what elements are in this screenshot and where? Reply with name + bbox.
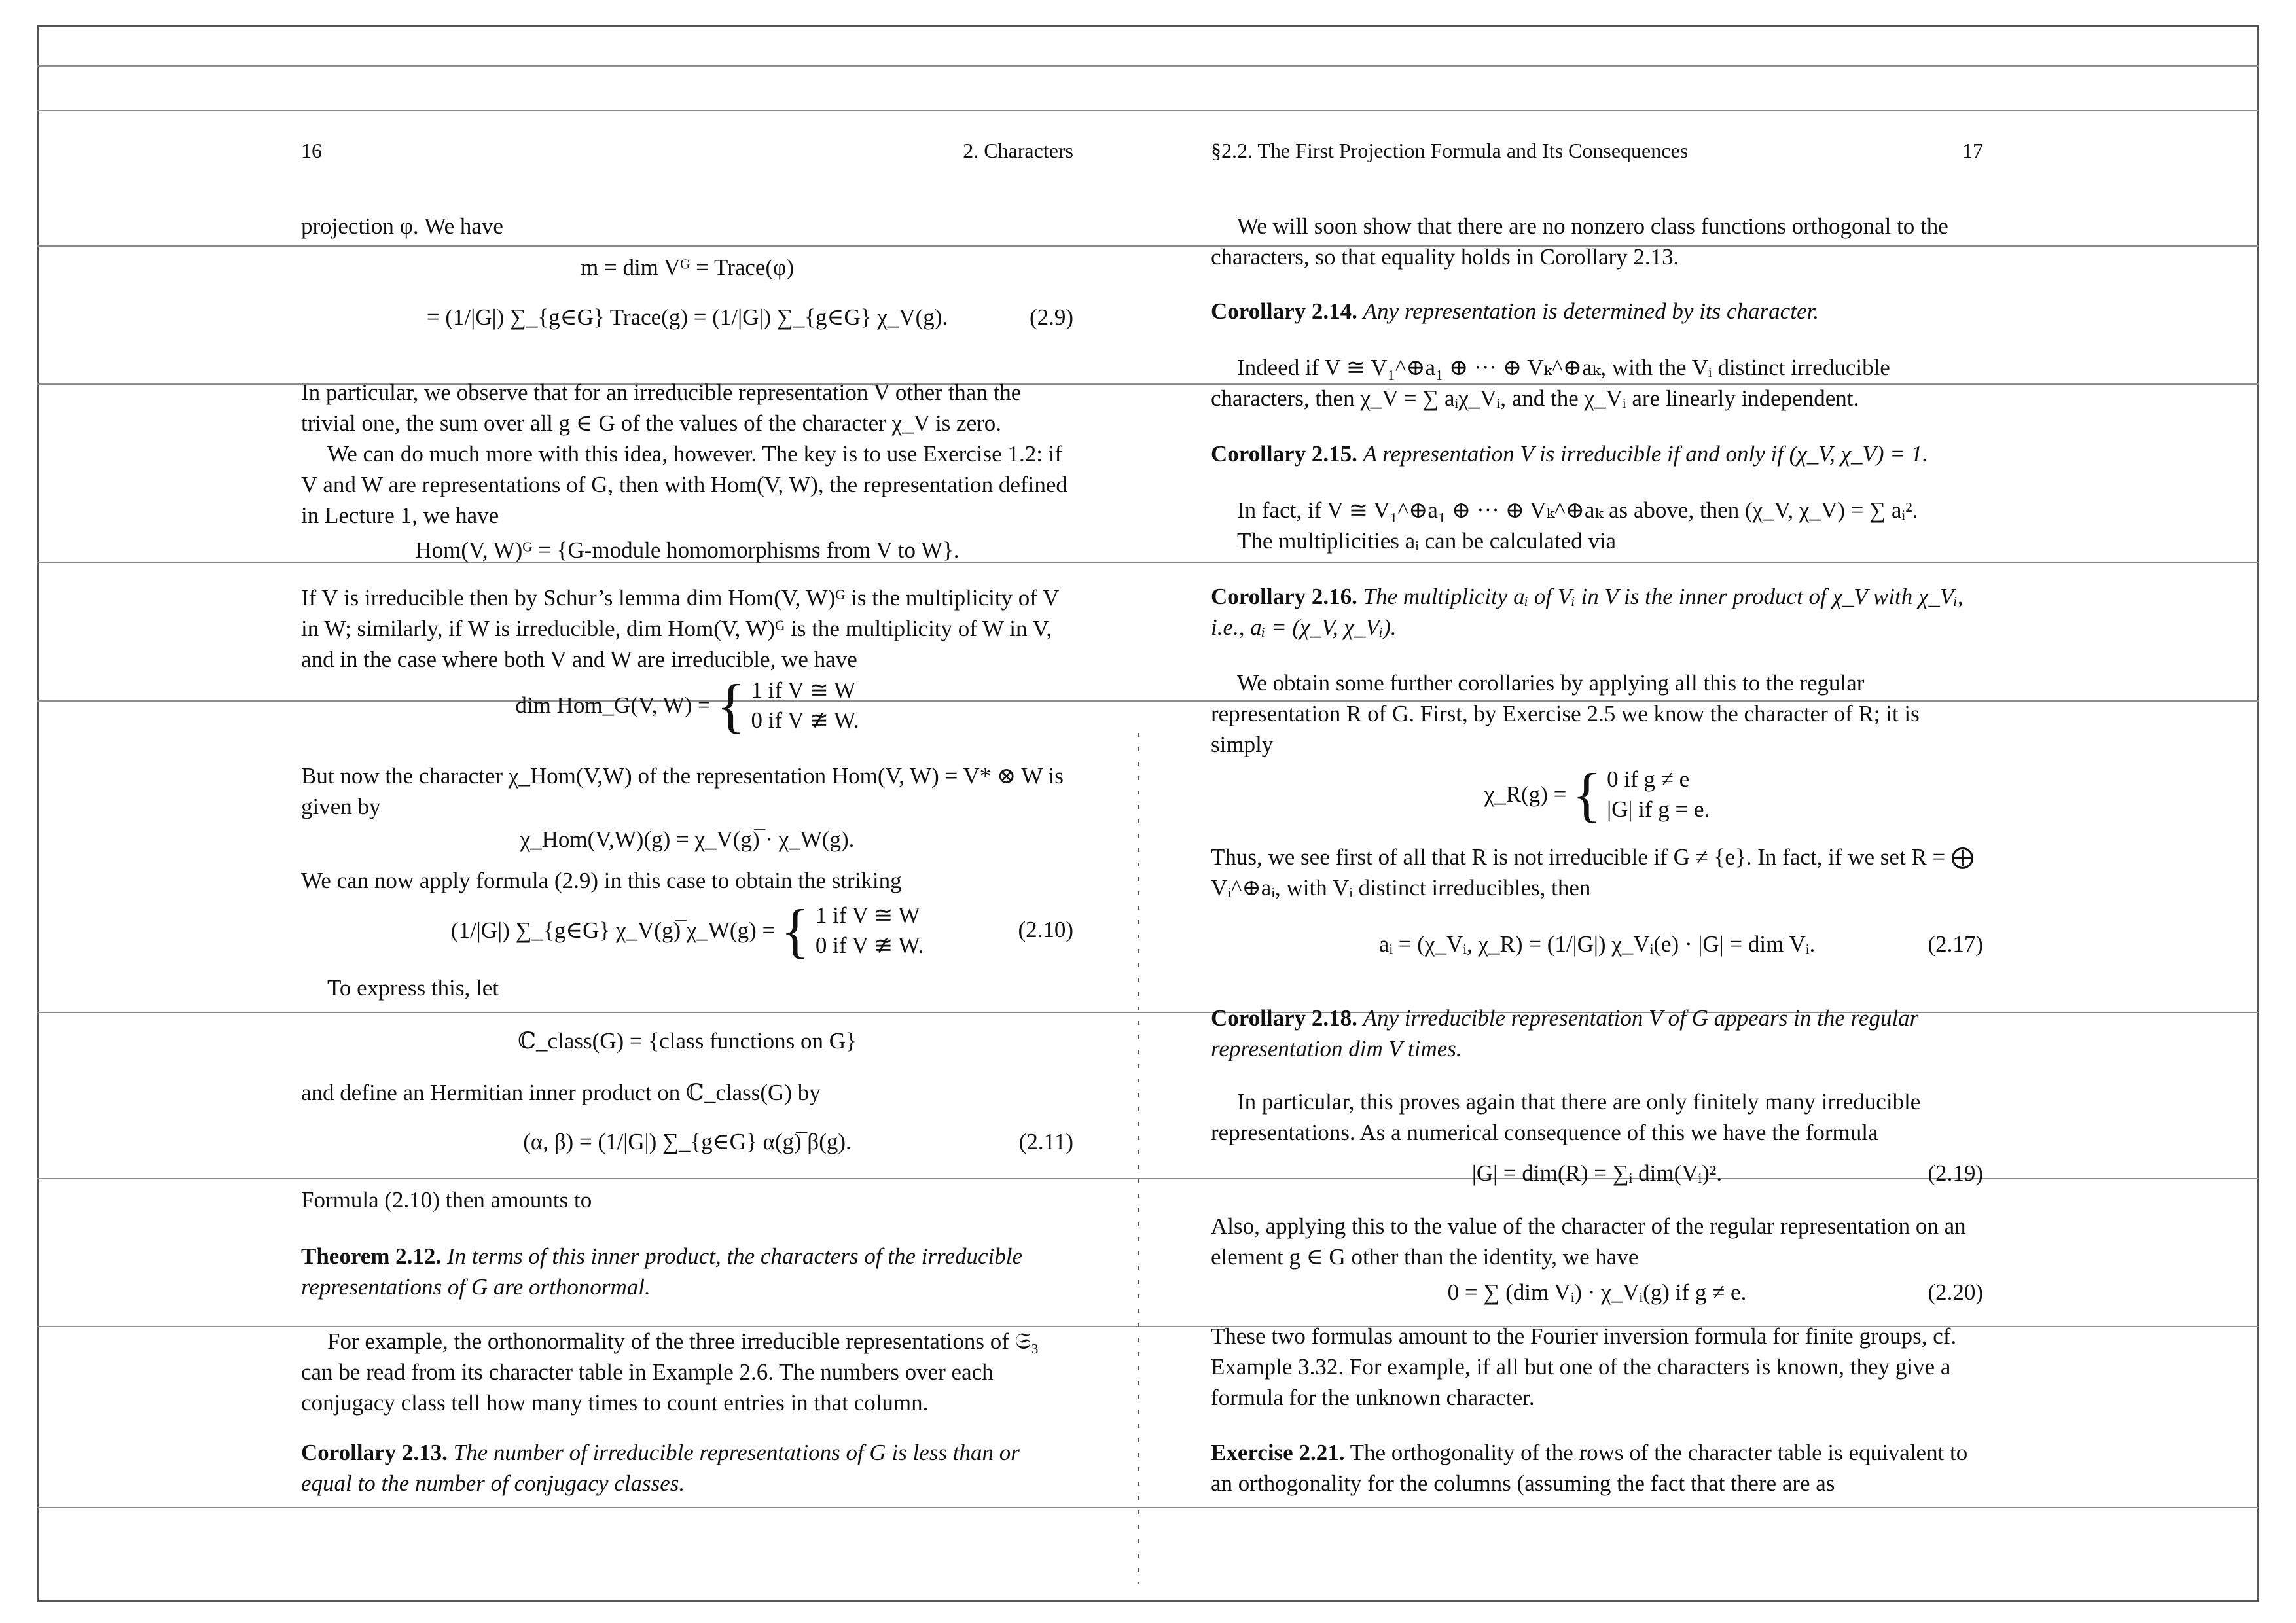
equation-body: χ_Hom(V,W)(g) = χ_V(g)̅ · χ_W(g).	[520, 827, 855, 852]
equation-lhs: χ_R(g) =	[1484, 781, 1567, 807]
exercise-label: Exercise 2.21.	[1211, 1440, 1345, 1465]
equation-case: 1 if V ≅ W	[751, 677, 856, 703]
equation-2-9	[301, 302, 1073, 332]
equation	[301, 535, 1073, 565]
theorem-2-12	[301, 1241, 1073, 1302]
equation-body: aᵢ = (χ_Vᵢ, χ_R) = (1/|G|) χ_Vᵢ(e) · |G| = dim Vᵢ.	[1378, 931, 1816, 957]
paragraph: But now the character χ_Hom(V,W) of the representation Hom(V, W) = V* ⊗ W is given by	[301, 763, 1064, 819]
equation-number: (2.19)	[1928, 1160, 1983, 1186]
equation-body: 0 = ∑ (dim Vᵢ) · χ_Vᵢ(g) if g ≠ e.	[1447, 1279, 1747, 1305]
equation-body: |G| = dim(R) = ∑ᵢ dim(Vᵢ)².	[1471, 1160, 1723, 1186]
corollary-label: Corollary 2.13.	[301, 1440, 448, 1465]
left-page	[301, 131, 1073, 1518]
equation-2-17	[1211, 929, 1983, 959]
corollary-label: Corollary 2.16.	[1211, 584, 1357, 609]
scan-line	[37, 65, 2259, 67]
corollary-text: A representation V is irreducible if and only if (χ_V, χ_V) = 1.	[1363, 441, 1928, 467]
corollary-label: Corollary 2.15.	[1211, 441, 1357, 467]
equation-2-10: (1/|G|) ∑_{g∈G} χ_V(g)̅ χ_W(g) = { 1 if V ≅ W 0 if V ≇ W. (2.10)	[450, 897, 1073, 964]
corollary-text: The multiplicity aᵢ of Vᵢ in V is the inner product of χ_V with χ_Vᵢ, i.e., aᵢ = (χ_V, χ_Vᵢ).	[1211, 584, 1964, 640]
equation-number: (2.11)	[1018, 1129, 1073, 1154]
equation	[301, 253, 1073, 283]
theorem-label: Theorem 2.12.	[301, 1243, 442, 1269]
corollary-2-14	[1211, 296, 1983, 327]
equation-dim-hom: dim Hom_G(V, W) = { 1 if V ≅ W 0 if V ≇ W.	[515, 672, 859, 739]
paragraph: We can now apply formula (2.9) in this case to obtain the striking	[301, 868, 902, 893]
paragraph: We obtain some further corollaries by applying all this to the regular representation R of G. First, by Exercise 2.5 we know the character of R; it is simply	[1211, 670, 1920, 757]
equation-body: = (1/|G|) ∑_{g∈G} Trace(g) = (1/|G|) ∑_{g∈G} χ_V(g).	[426, 304, 948, 330]
corollary-text: Any representation is determined by its character.	[1363, 298, 1819, 324]
equation-number: (2.10)	[1018, 917, 1073, 942]
exercise-text: The orthogonality of the rows of the character table is equivalent to an orthogonality for the columns (assuming the fact that there are as	[1211, 1440, 1968, 1496]
equation-2-19	[1211, 1158, 1983, 1188]
scan-line	[37, 110, 2259, 111]
corollary-text: The number of irreducible representations of G is less than or equal to the number of conjugacy classes.	[301, 1440, 1020, 1496]
equation-body: Hom(V, W)ᴳ = {G-module homomorphisms from V to W}.	[415, 537, 960, 563]
paragraph: The multiplicities aᵢ can be calculated via	[1237, 528, 1617, 554]
paragraph: Formula (2.10) then amounts to	[301, 1187, 592, 1213]
corollary-2-18	[1211, 1003, 1983, 1064]
equation-case: 0 if g ≠ e	[1607, 766, 1690, 792]
page-number: 16	[301, 139, 322, 162]
running-head: §2.2. The First Projection Formula and Its Consequences	[1211, 139, 1689, 162]
equation-case: 0 if V ≇ W.	[751, 707, 859, 733]
equation-case: |G| if g = e.	[1607, 796, 1710, 822]
equation-number: (2.9)	[1029, 304, 1073, 330]
paragraph: and define an Hermitian inner product on ℂ_class(G) by	[301, 1080, 821, 1105]
equation-2-11	[301, 1127, 1073, 1157]
corollary-label: Corollary 2.14.	[1211, 298, 1357, 324]
paragraph: We can do much more with this idea, however. The key is to use Exercise 1.2: if V and W are representations of G, then with Hom(V, W), the representation defined in Lecture 1, we have	[301, 441, 1067, 528]
right-page	[1211, 131, 1983, 1518]
equation-case: 0 if V ≇ W.	[815, 933, 924, 958]
paragraph: Also, applying this to the value of the character of the regular representation on an element g ∈ G other than the identity, we have	[1211, 1213, 1966, 1270]
equation-lhs: (1/|G|) ∑_{g∈G} χ_V(g)̅ χ_W(g) =	[450, 918, 776, 943]
equation-body: (α, β) = (1/|G|) ∑_{g∈G} α(g)̅ β(g).	[523, 1129, 852, 1154]
page-number: 17	[1962, 139, 1983, 162]
paragraph: Indeed if V ≅ V₁^⊕a₁ ⊕ ··· ⊕ Vₖ^⊕aₖ, with the Vᵢ distinct irreducible characters, then χ_V = ∑ aᵢχ_Vᵢ, and the χ_Vᵢ are linearly independent.	[1211, 355, 1890, 411]
corollary-text: Any irreducible representation V of G appears in the regular representation dim V times.	[1211, 1005, 1919, 1061]
corollary-2-13	[301, 1437, 1073, 1499]
paragraph: These two formulas amount to the Fourier inversion formula for finite groups, cf. Example 3.32. For example, if all but one of the characters is known, they give a formula for the unknown character.	[1211, 1323, 1957, 1410]
theorem-text: In terms of this inner product, the characters of the irreducible representations of G are orthonormal.	[301, 1243, 1023, 1300]
exercise-2-21	[1211, 1437, 1983, 1499]
paragraph: Thus, we see first of all that R is not irreducible if G ≠ {e}. In fact, if we set R = ⨁ Vᵢ^⊕aᵢ, with Vᵢ distinct irreducibles, then	[1211, 844, 1975, 901]
equation	[301, 825, 1073, 855]
paragraph: projection φ. We have	[301, 213, 503, 239]
corollary-2-15	[1211, 438, 1983, 469]
corollary-label: Corollary 2.18.	[1211, 1005, 1357, 1031]
equation-body: m = dim Vᴳ = Trace(φ)	[581, 255, 794, 280]
corollary-2-16	[1211, 581, 1983, 643]
equation-chi-r: χ_R(g) = { 0 if g ≠ e |G| if g = e.	[1484, 761, 1710, 828]
equation-case: 1 if V ≅ W	[815, 902, 920, 928]
paragraph: In particular, this proves again that there are only finitely many irreducible representations. As a numerical consequence of this we have the formula	[1211, 1089, 1921, 1145]
book-spine	[1138, 733, 1139, 1584]
paragraph: To express this, let	[327, 975, 499, 1001]
running-head: 2. Characters	[963, 139, 1073, 162]
equation	[301, 1026, 1073, 1056]
paragraph: If V is irreducible then by Schur’s lemma dim Hom(V, W)ᴳ is the multiplicity of V in W; similarly, if W is irreducible, dim Hom(V, W)ᴳ is the multiplicity of W in V, and in the case where both V and W are irreducible, we have	[301, 585, 1059, 672]
paragraph: In fact, if V ≅ V₁^⊕a₁ ⊕ ··· ⊕ Vₖ^⊕aₖ as above, then (χ_V, χ_V) = ∑ aᵢ².	[1237, 497, 1918, 523]
equation-lhs: dim Hom_G(V, W) =	[515, 692, 711, 718]
paragraph: For example, the orthonormality of the three irreducible representations of 𝔖₃ can be read from its character table in Example 2.6. The numbers over each conjugacy class tell how many times to count entries in that column.	[301, 1329, 1039, 1416]
paragraph: We will soon show that there are no nonzero class functions orthogonal to the characters, so that equality holds in Corollary 2.13.	[1211, 213, 1948, 270]
equation-number: (2.20)	[1928, 1279, 1983, 1305]
paragraph: In particular, we observe that for an irreducible representation V other than the trivial one, the sum over all g ∈ G of the values of the character χ_V is zero.	[301, 380, 1022, 436]
equation-body: ℂ_class(G) = {class functions on G}	[518, 1028, 857, 1054]
equation-number: (2.17)	[1928, 931, 1983, 957]
equation-2-20	[1211, 1277, 1983, 1308]
